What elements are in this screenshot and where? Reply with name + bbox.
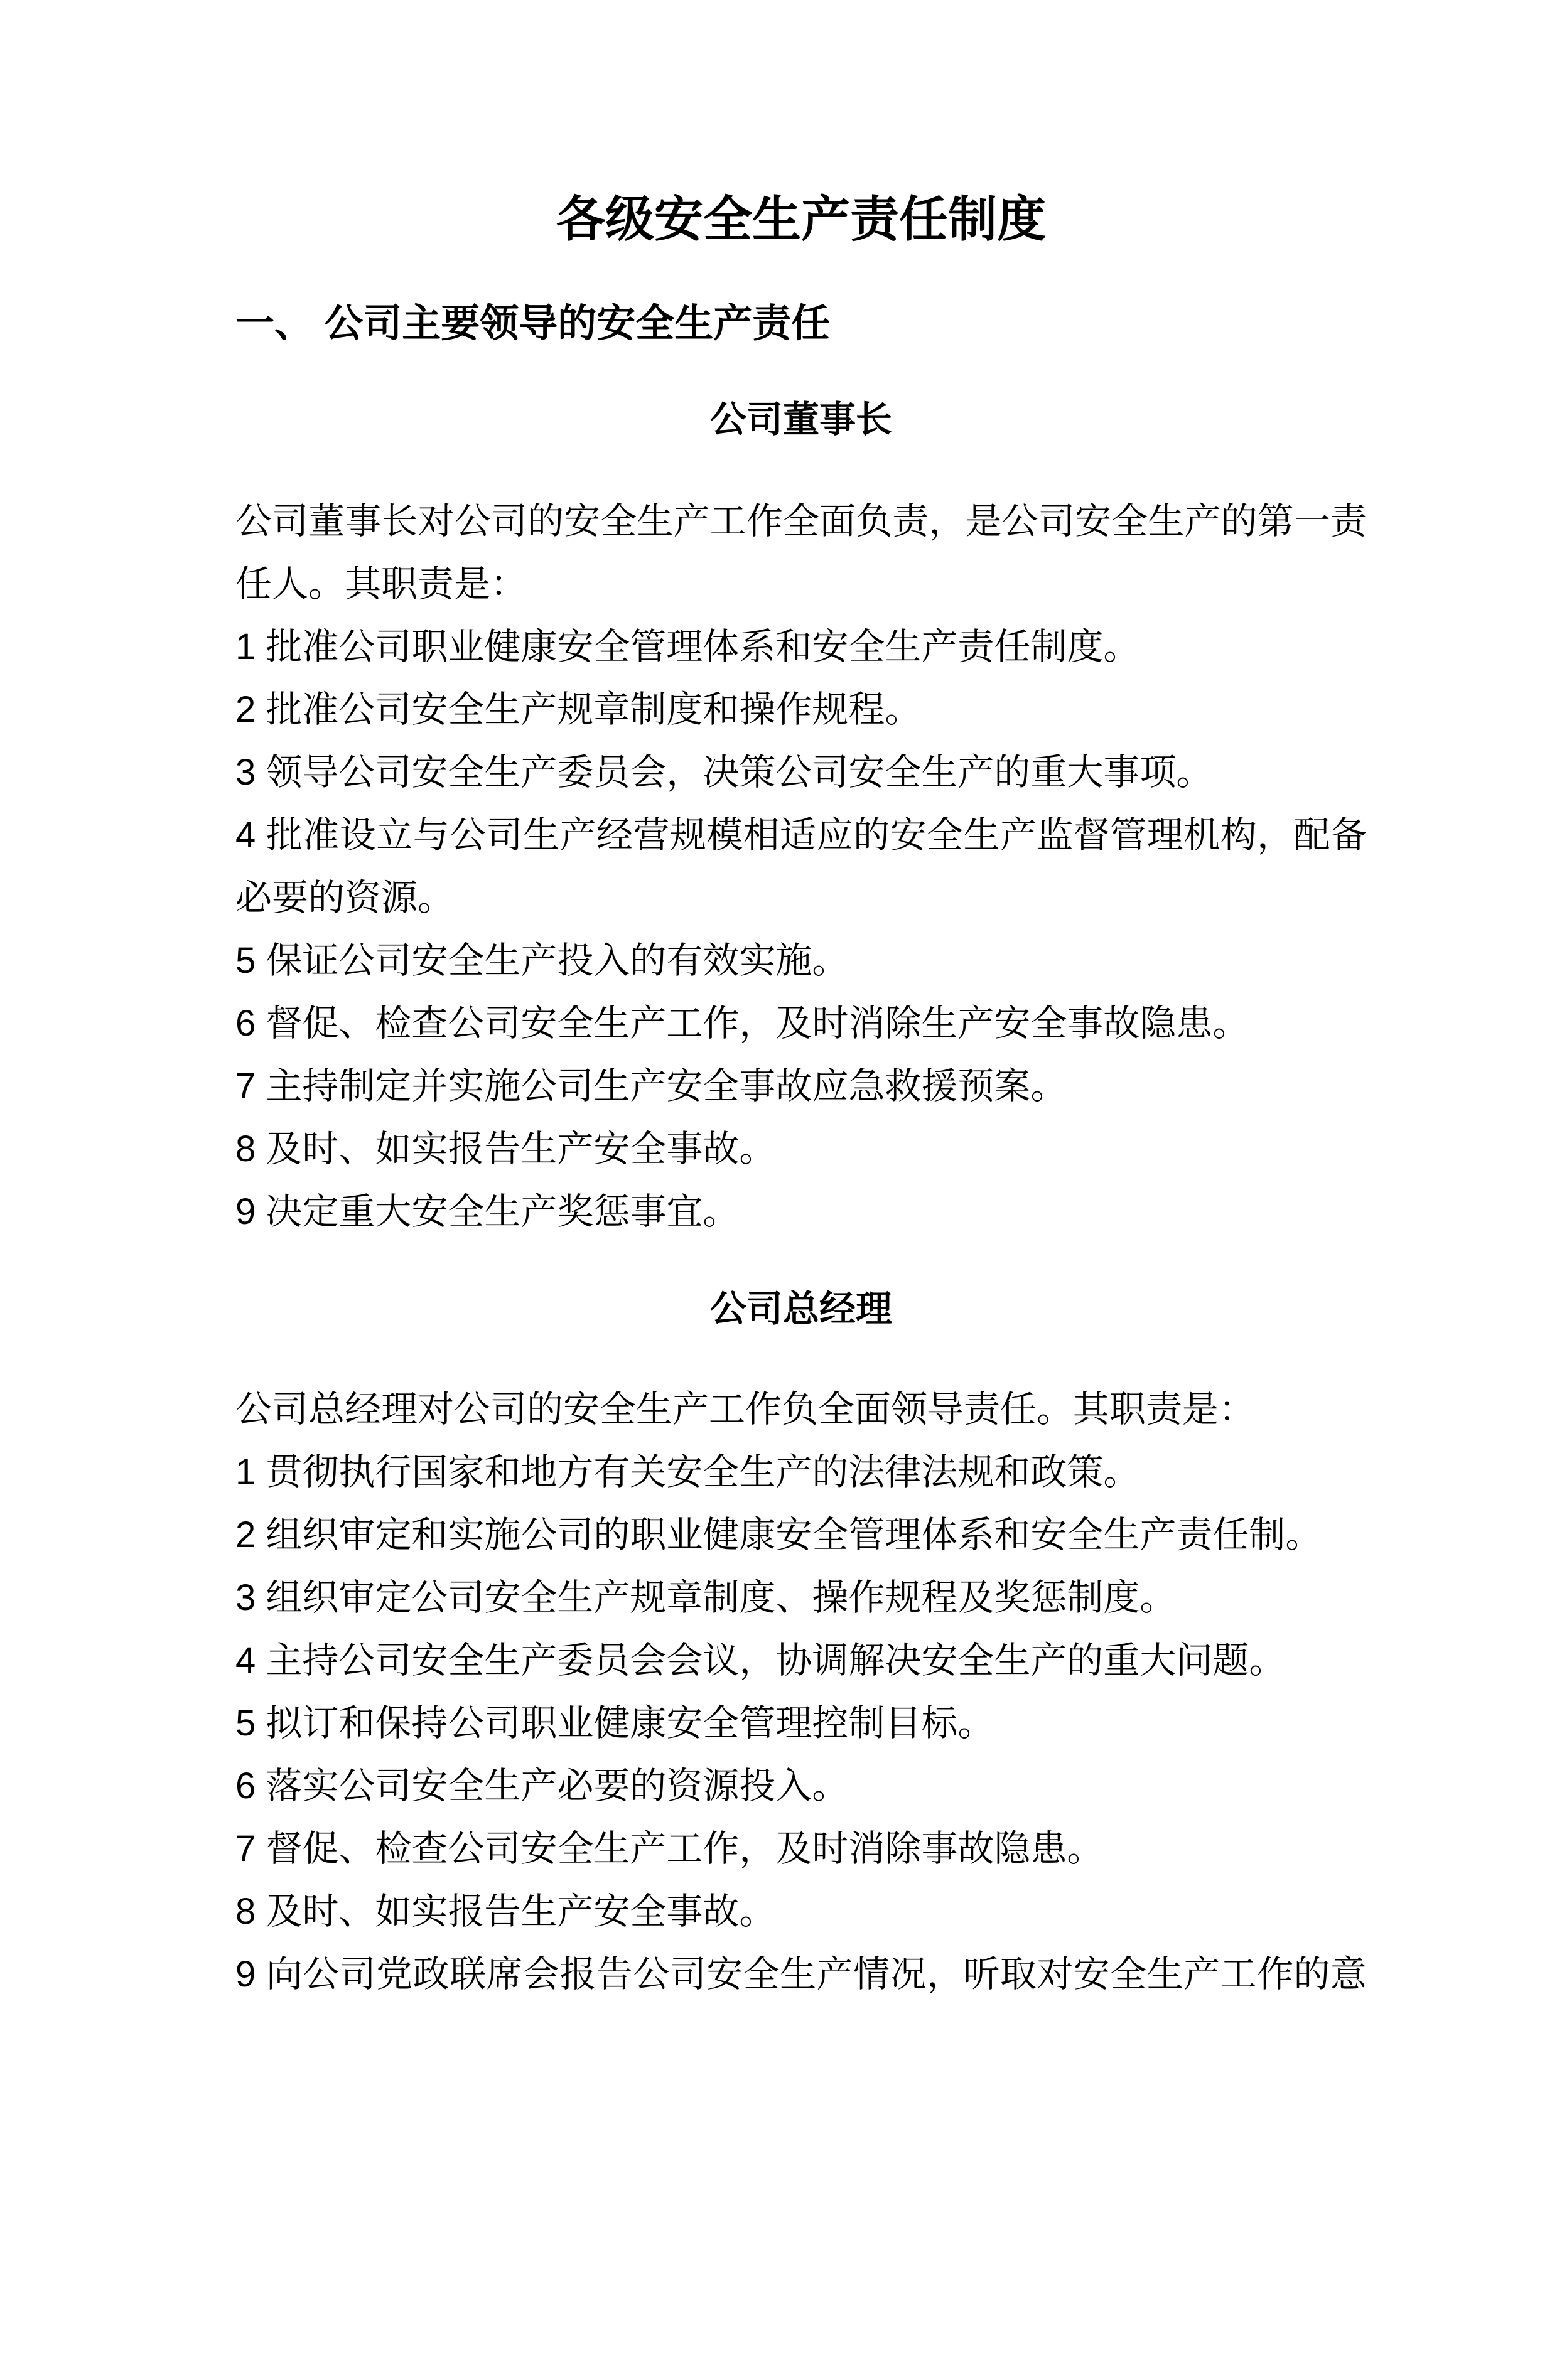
duty-line-7: 7 督促、检查公司安全生产工作，及时消除事故隐患。 bbox=[235, 1828, 1104, 1869]
duty-line-9: 9 决定重大安全生产奖惩事宜。 bbox=[235, 1191, 740, 1232]
duty-line-7: 7 主持制定并实施公司生产安全事故应急救援预案。 bbox=[235, 1066, 1067, 1107]
section-heading-company-leaders: 一、 公司主要领导的安全生产责任 bbox=[235, 302, 831, 345]
duty-line-3: 3 组织审定公司安全生产规章制度、操作规程及奖惩制度。 bbox=[235, 1577, 1177, 1618]
duty-line-1: 1 批准公司职业健康安全管理体系和安全生产责任制度。 bbox=[235, 626, 1140, 667]
subheading-general-manager: 公司总经理 bbox=[709, 1289, 892, 1329]
duty-line-8: 8 及时、如实报告生产安全事故。 bbox=[235, 1128, 776, 1169]
duty-line-3: 3 领导公司安全生产委员会，决策公司安全生产的重大事项。 bbox=[235, 752, 1213, 793]
document-title: 各级安全生产责任制度 bbox=[556, 191, 1046, 247]
duty-line-4: 4 批准设立与公司生产经营规模相适应的安全生产监督管理机构，配备 bbox=[235, 815, 1367, 855]
duty-line-8: 8 及时、如实报告生产安全事故。 bbox=[235, 1891, 776, 1932]
general-manager-duty-list bbox=[235, 1441, 1367, 2006]
duty-line-5: 5 保证公司安全生产投入的有效实施。 bbox=[235, 940, 849, 981]
duty-line-5: 5 拟订和保持公司职业健康安全管理控制目标。 bbox=[235, 1703, 994, 1744]
duty-line-4: 4 主持公司安全生产委员会会议，协调解决安全生产的重大问题。 bbox=[235, 1640, 1286, 1681]
duty-line-6: 6 落实公司安全生产必要的资源投入。 bbox=[235, 1766, 849, 1806]
chairman-intro-paragraph bbox=[235, 490, 1367, 616]
document-content bbox=[235, 178, 1367, 2006]
duty-line-4-wrap: 必要的资源。 bbox=[235, 877, 455, 918]
text-line: 公司董事长对公司的安全生产工作全面负责，是公司安全生产的第一责 bbox=[235, 501, 1367, 542]
document-page bbox=[0, 178, 1557, 2380]
duty-line-9: 9 向公司党政联席会报告公司安全生产情况，听取对安全生产工作的意 bbox=[235, 1954, 1367, 1995]
duty-line-2: 2 批准公司安全生产规章制度和操作规程。 bbox=[235, 689, 922, 730]
chairman-duty-list bbox=[235, 616, 1367, 1243]
text-line: 公司总经理对公司的安全生产工作负全面领导责任。其职责是： bbox=[235, 1389, 1256, 1430]
text-line: 任人。其职责是： bbox=[235, 564, 527, 604]
duty-line-6: 6 督促、检查公司安全生产工作，及时消除生产安全事故隐患。 bbox=[235, 1003, 1249, 1044]
duty-line-1: 1 贯彻执行国家和地方有关安全生产的法律法规和政策。 bbox=[235, 1452, 1140, 1493]
duty-line-2: 2 组织审定和实施公司的职业健康安全管理体系和安全生产责任制。 bbox=[235, 1514, 1322, 1555]
general-manager-intro-paragraph bbox=[235, 1378, 1367, 1441]
subheading-chairman: 公司董事长 bbox=[709, 399, 892, 440]
